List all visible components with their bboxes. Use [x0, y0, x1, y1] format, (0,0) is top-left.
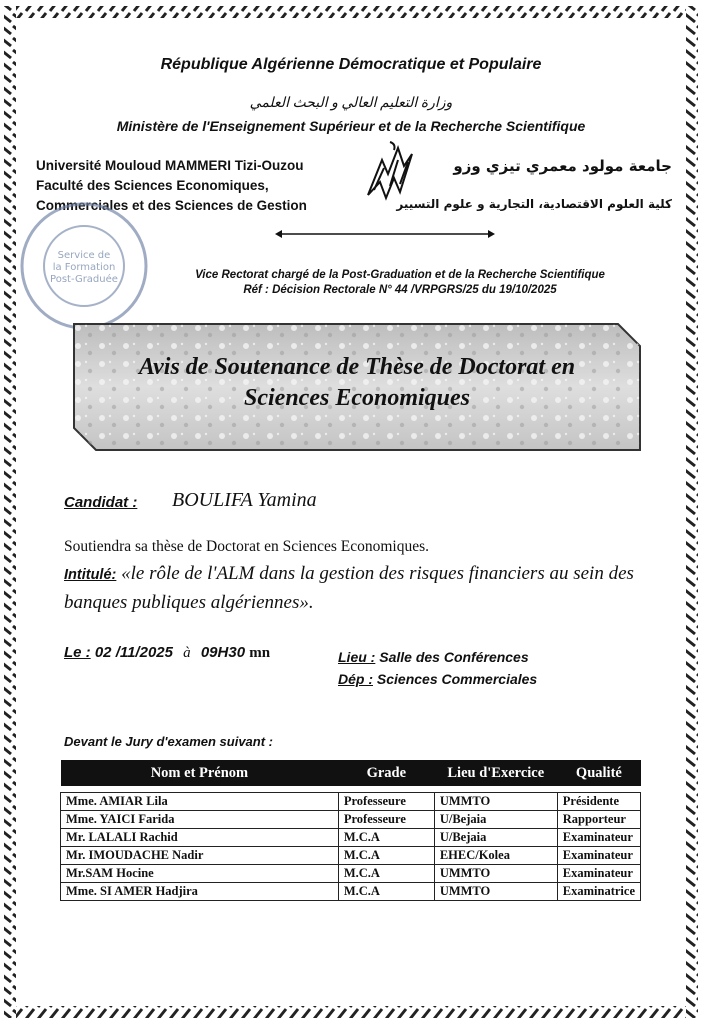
thesis-title-label: Intitulé: — [64, 567, 117, 583]
cell-role: Examinateur — [557, 847, 640, 865]
cell-place: U/Bejaia — [434, 829, 557, 847]
location-block — [338, 646, 537, 690]
university-name-ar: جامعة مولود معمري تيزي وزو — [453, 157, 672, 175]
cell-role: Examinatrice — [557, 883, 640, 901]
cell-grade: M.C.A — [338, 847, 434, 865]
ministry-arabic: وزارة التعليم العالي و البحث العلمي — [249, 96, 453, 111]
date-row — [64, 644, 270, 662]
faculty-ar: كلية العلوم الاقتصادية، التجارية و علوم التسيير — [396, 197, 672, 211]
table-row — [61, 829, 641, 847]
cell-name: Mme. SI AMER Hadjira — [61, 883, 339, 901]
col-header-place: Lieu d'Exercice — [434, 760, 557, 786]
dept-value: Sciences Commerciales — [376, 671, 538, 687]
cell-place: UMMTO — [434, 883, 557, 901]
ornament-divider — [275, 228, 495, 240]
thesis-title: «le rôle de l'ALM dans la gestion des risques financiers au sein des banques publiques algériennes». — [64, 563, 634, 613]
title-line-1: Avis de Soutenance de Thèse de Doctorat en — [138, 354, 576, 380]
col-header-name: Nom et Prénom — [61, 760, 339, 786]
cell-role: Rapporteur — [557, 811, 640, 829]
cell-grade: M.C.A — [338, 829, 434, 847]
place-label: Lieu : — [338, 649, 376, 665]
time-unit: mn — [249, 645, 271, 661]
cell-role: Présidente — [557, 793, 640, 811]
candidate-name: BOULIFA Yamina — [172, 489, 317, 511]
table-row — [61, 883, 641, 901]
svg-text:la Formation: la Formation — [52, 262, 116, 273]
thesis-title-block — [64, 560, 664, 617]
cell-role: Examinateur — [557, 865, 640, 883]
date-label: Le : — [64, 644, 91, 661]
at-word: à — [183, 645, 191, 661]
cell-grade: Professeure — [338, 793, 434, 811]
cell-grade: M.C.A — [338, 865, 434, 883]
cell-name: Mr.SAM Hocine — [61, 865, 339, 883]
statement: Soutiendra sa thèse de Doctorat en Sciences Economiques. — [64, 538, 429, 555]
candidate-label: Candidat : — [64, 494, 138, 511]
col-header-grade: Grade — [338, 760, 434, 786]
cell-name: Mme. YAICI Farida — [61, 811, 339, 829]
jury-header-row — [61, 760, 641, 786]
svg-text:Post-Graduée: Post-Graduée — [50, 274, 118, 285]
official-stamp-icon — [18, 200, 150, 332]
republic-title: République Algérienne Démocratique et Populaire — [160, 56, 542, 73]
table-row — [61, 793, 641, 811]
cell-grade: Professeure — [338, 811, 434, 829]
cell-place: U/Bejaia — [434, 811, 557, 829]
cell-place: UMMTO — [434, 865, 557, 883]
dept-label: Dép : — [338, 671, 373, 687]
cell-place: UMMTO — [434, 793, 557, 811]
ministry-french: Ministère de l'Enseignement Supérieur et de la Recherche Scientifique — [116, 118, 586, 134]
page-title — [72, 352, 642, 414]
cell-role: Examinateur — [557, 829, 640, 847]
table-row — [61, 865, 641, 883]
time-value: 09H30 — [200, 644, 246, 661]
cell-name: Mr. IMOUDACHE Nadir — [61, 847, 339, 865]
svg-text:Service de: Service de — [57, 250, 111, 261]
place-value: Salle des Conférences — [379, 649, 529, 665]
table-row — [61, 811, 641, 829]
faculty-line-1: Faculté des Sciences Economiques, — [36, 178, 269, 193]
col-header-role: Qualité — [557, 760, 640, 786]
cell-name: Mr. LALALI Rachid — [61, 829, 339, 847]
date-value: 02 /11/2025 — [94, 644, 173, 661]
university-name-fr: Université Mouloud MAMMERI Tizi-Ouzou — [36, 158, 304, 173]
cell-place: EHEC/Kolea — [434, 847, 557, 865]
title-line-2: Sciences Economiques — [244, 385, 470, 411]
jury-intro: Devant le Jury d'examen suivant : — [64, 734, 274, 749]
reference: Réf : Décision Rectorale N° 44 /VRPGRS/25 du 19/10/2025 — [243, 284, 557, 296]
jury-table — [60, 760, 641, 901]
table-row — [61, 847, 641, 865]
vice-rectorat-block — [120, 268, 680, 298]
cell-name: Mme. AMIAR Lila — [61, 793, 339, 811]
vice-rectorat: Vice Rectorat chargé de la Post-Graduation et de la Recherche Scientifique — [195, 269, 605, 281]
cell-grade: M.C.A — [338, 883, 434, 901]
faculty-line-2: Commerciales et des Sciences de Gestion — [36, 198, 307, 213]
university-block-ar — [382, 156, 672, 214]
